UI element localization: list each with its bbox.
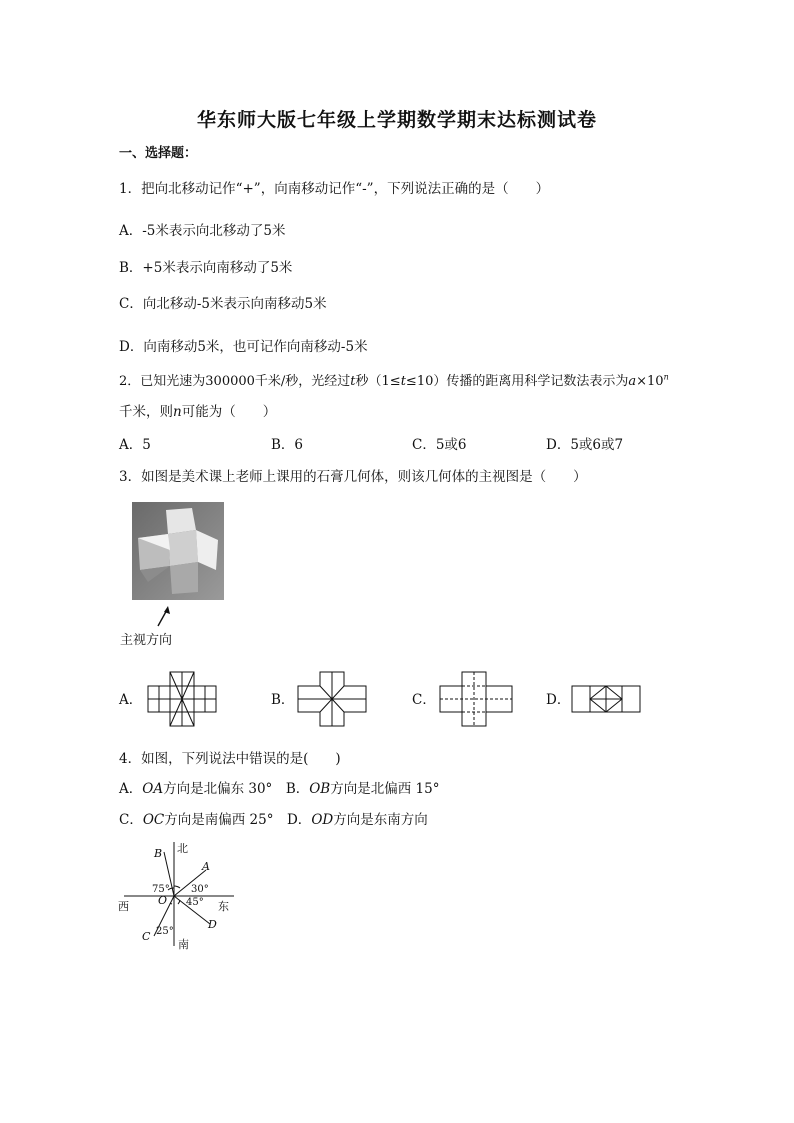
q2-stem-line2: 千米，则n可能为（ ） (119, 404, 277, 420)
angle-45: 45° (186, 897, 204, 908)
q2-option-d: D．5或6或7 (546, 437, 624, 453)
q3-option-b-figure (296, 670, 368, 728)
q1-option-c: C．向北移动-5米表示向南移动5米 (119, 296, 327, 312)
label-b: B (154, 847, 163, 860)
q3-option-b-label: B． (271, 692, 295, 708)
q3-option-c-figure (438, 670, 514, 728)
q2-option-a: A．5 (119, 437, 151, 453)
plaster-solid-photo (118, 500, 228, 650)
page-title: 华东师大版七年级上学期数学期末达标测试卷 (196, 109, 597, 131)
label-c: C (142, 930, 151, 943)
q1-stem: 1．把向北移动记作“+”，向南移动记作“-”，下列说法正确的是（ ） (119, 181, 550, 197)
q1-option-a: A．-5米表示向北移动了5米 (119, 223, 286, 239)
q1-option-d: D．向南移动5米，也可记作向南移动-5米 (119, 339, 368, 355)
label-east: 东 (218, 900, 229, 913)
angle-25: 25° (156, 926, 174, 937)
q2-stem-line1: 2．已知光速为300000千米/秒，光经过t秒（1≤t≤10）传播的距离用科学记数法表示为$a\times 10^n$ (119, 372, 669, 389)
angle-30: 30° (191, 884, 209, 895)
photo-caption: 主视方向 (120, 633, 173, 648)
q3-option-a-figure (146, 670, 218, 728)
label-north: 北 (177, 842, 188, 855)
label-d: D (208, 918, 217, 931)
q3-option-d-label: D． (546, 692, 571, 708)
q4-stem: 4．如图，下列说法中错误的是( ) (119, 751, 341, 767)
label-west: 西 (118, 900, 129, 913)
q2-option-c: C．5或6 (412, 437, 467, 453)
q4-options-cd: C．OC方向是南偏西 25° D．OD方向是东南方向 (119, 812, 428, 828)
q1-option-b: B．+5米表示向南移动了5米 (119, 260, 293, 276)
q3-stem: 3．如图是美术课上老师上课用的石膏几何体，则该几何体的主视图是（ ） (119, 469, 587, 485)
q3-option-a-label: A． (119, 692, 143, 708)
q3-option-c-label: C． (412, 692, 436, 708)
label-south: 南 (178, 938, 189, 951)
q2-option-b: B．6 (271, 437, 304, 453)
angle-75: 75° (152, 884, 170, 895)
section-heading: 一、选择题： (119, 146, 198, 161)
q3-option-d-figure (570, 684, 642, 714)
q4-options-ab: A．OA方向是北偏东 30° B．OB方向是北偏西 15° (119, 781, 440, 797)
label-a: A (202, 860, 210, 873)
compass-direction-diagram (114, 838, 240, 953)
label-o: O (158, 894, 168, 907)
